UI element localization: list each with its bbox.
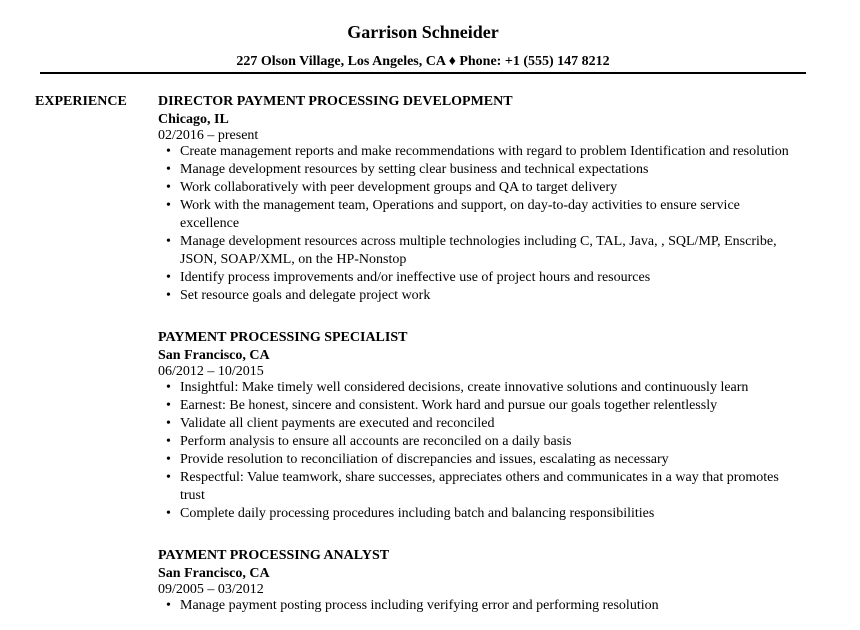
job-bullet: • Work with the management team, Operations and support, on day-to-day activities to ensure service excellence [180, 197, 798, 233]
job-dates: 09/2005 – 03/2012 [158, 582, 264, 597]
job-bullet: • Provide resolution to reconciliation of discrepancies and issues, escalating as necessary [180, 451, 798, 469]
job-bullet: • Manage development resources across multiple technologies including C, TAL, Java, , SQL/MP, Enscribe, JSON, SOAP/XML, on the HP-Nonstop [180, 233, 798, 269]
job-bullet: • Manage development resources by setting clear business and technical expectations [180, 161, 798, 179]
job-entry [158, 547, 798, 615]
job-title: PAYMENT PROCESSING ANALYST [158, 548, 390, 563]
job-title: DIRECTOR PAYMENT PROCESSING DEVELOPMENT [158, 94, 513, 109]
job-location: San Francisco, CA [158, 348, 270, 363]
experience-content [158, 93, 798, 630]
job-dates: 06/2012 – 10/2015 [158, 364, 264, 379]
job-location: Chicago, IL [158, 112, 229, 127]
job-bullets [158, 379, 798, 523]
job-bullet: • Validate all client payments are executed and reconciled [180, 415, 798, 433]
job-bullet: • Insightful: Make timely well considered decisions, create innovative solutions and continuously learn [180, 379, 798, 397]
job-location: San Francisco, CA [158, 566, 270, 581]
job-bullet: • Set resource goals and delegate project work [180, 287, 798, 305]
job-title: PAYMENT PROCESSING SPECIALIST [158, 330, 408, 345]
job-bullet: • Earnest: Be honest, sincere and consistent. Work hard and pursue our goals together relentlessly [180, 397, 798, 415]
job-bullet: • Respectful: Value teamwork, share successes, appreciates others and communicates in a way that promotes trust [180, 469, 798, 505]
job-entry [158, 329, 798, 523]
job-bullet: • Identify process improvements and/or ineffective use of project hours and resources [180, 269, 798, 287]
job-bullets [158, 597, 798, 615]
contact-line: 227 Olson Village, Los Angeles, CA ♦ Phone: +1 (555) 147 8212 [236, 54, 610, 69]
job-bullets [158, 143, 798, 305]
resume-name: Garrison Schneider [347, 22, 499, 42]
job-bullet: • Create management reports and make recommendations with regard to problem Identification and resolution [180, 143, 798, 161]
job-bullet: • Manage payment posting process including verifying error and performing resolution [180, 597, 798, 615]
job-entry [158, 93, 798, 305]
section-label-experience: EXPERIENCE [35, 94, 127, 109]
job-bullet: • Complete daily processing procedures including batch and balancing responsibilities [180, 505, 798, 523]
job-dates: 02/2016 – present [158, 128, 259, 143]
header-divider [40, 72, 806, 74]
job-bullet: • Perform analysis to ensure all accounts are reconciled on a daily basis [180, 433, 798, 451]
job-bullet: • Work collaboratively with peer development groups and QA to target delivery [180, 179, 798, 197]
